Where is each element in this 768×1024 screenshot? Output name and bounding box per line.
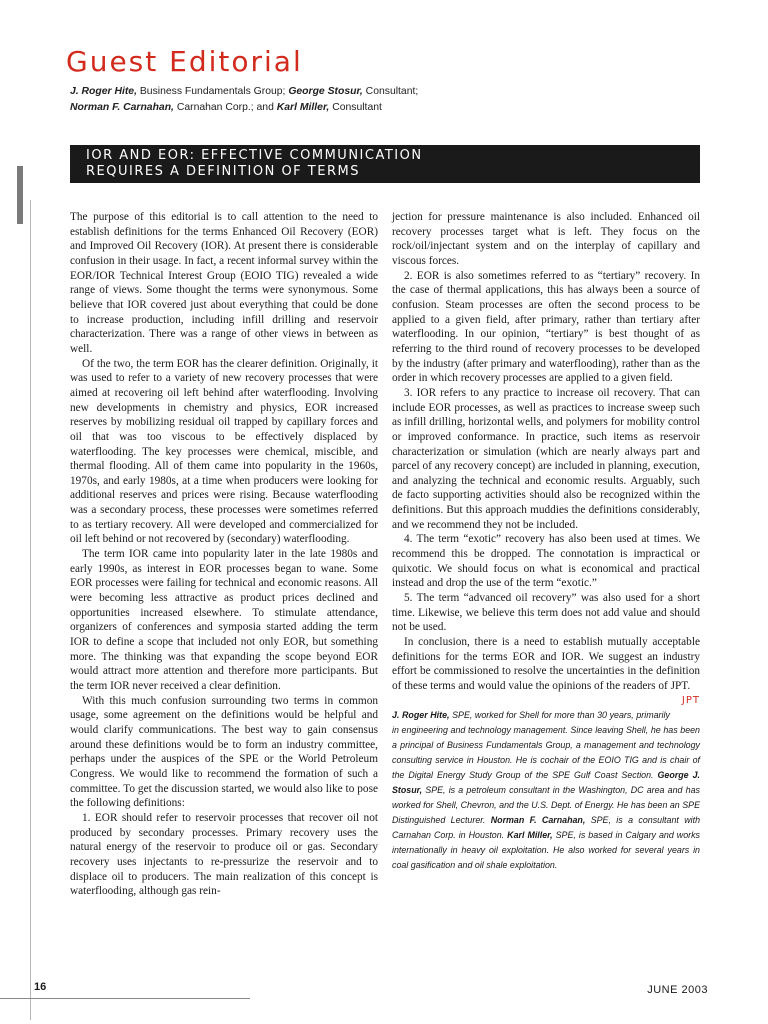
margin-accent-bar <box>17 166 23 224</box>
body-paragraph: 1. EOR should refer to reservoir processes that recover oil not produced by secondary processes. Primary recovery uses the natural energy of the reservoir to produce oil or gas. Secondary recovery uses injectants to re-pressurize the reservoir and to displace oil to producers. The main realization of this concept is waterflooding, although gas rein- <box>70 811 378 898</box>
author-name: Karl Miller, <box>276 102 330 113</box>
body-paragraph: With this much confusion surrounding two terms in common usage, some agreement on the definitions would be helpful and would clarify communications. The best way to gain consensus around these definitions would be to form an industry committee, perhaps under the auspices of the SPE or the World Petroleum Congress. We would like to recommend the formation of such a committee. To get the discussion started, we would also like to pose the following definitions: <box>70 694 378 810</box>
headline-line-1: IOR AND EOR: EFFECTIVE COMMUNICATION <box>86 148 423 163</box>
body-column-right <box>392 210 700 873</box>
bio-author-name: Norman F. Carnahan, <box>490 814 586 825</box>
body-paragraph: Of the two, the term EOR has the clearer definition. Originally, it was used to refer to a variety of new recovery processes that were aimed at recovering oil left behind after waterflooding. Involving new developments in chemistry and physics, EOR increased reserves by mobilizing residual oil trapped by capillary forces and oil that was too viscous to be effectively displaced by waterflooding. The key processes were chemical, miscible, and thermal flooding. All of them came into popularity in the 1960s, 1970s, and early 1980s, at a time when producers were looking for additional reserves and prices were rising. Because waterflooding was a secondary process, these processes were sometimes referred to as tertiary recovery. All were developed and commercialized for oil left behind or not recovered by (secondary) waterflooding. <box>70 357 378 546</box>
byline-line-2 <box>70 100 690 116</box>
body-column-left <box>70 210 378 899</box>
bio-author-name: Karl Miller, <box>507 829 553 840</box>
footer-rule <box>0 998 250 999</box>
margin-rule <box>30 200 31 1020</box>
body-paragraph: The term IOR came into popularity later in the late 1980s and early 1990s, as interest in EOR processes began to wane. Some EOR processes were failing for technical and economic reasons. All were becoming less attractive as product prices declined and opportunities increased elsewhere. To stimulate attendance, organizers of conferences and symposia started adding the term IOR to define a scope that included not only EOR, but something more. The thinking was that expanding the scope beyond EOR would attract more attention and therefore more participants. But the term IOR never received a clear definition. <box>70 548 378 692</box>
author-affiliation: Consultant <box>329 102 382 113</box>
author-name: George Stosur, <box>288 86 363 97</box>
body-paragraph: 4. The term “exotic” recovery has also been used at times. We recommend this be dropped. The connotation is impractical or quixotic. We should focus on what is economical and practical instead and drop the use of the term “exotic.” <box>392 533 700 590</box>
body-paragraph: 3. IOR refers to any practice to increase oil recovery. That can include EOR processes, as well as practices to increase sweep such as infill drilling, horizontal wells, and polymers for mobility control or improved conformance. In practice, such items as reservoir characterization or simulation (which are nearly always part and parcel of any recovery concept) are included in planning, execution, and analyzing the technical and economic results. Arguably, such de facto supporting activities should also be recognized within the definitions. But this approach muddies the definitions considerably, and we recommend they not be included. <box>392 386 700 531</box>
bio-text: SPE, is based in Calgary and works internationally in heavy oil exploitation. He also worked for several years in coal gasification and oil shale exploitation. <box>392 829 700 870</box>
page-number: 16 <box>34 981 47 993</box>
bio-text: SPE, is a consultant with Carnahan Corp. in Houston. <box>392 814 701 840</box>
bio-author-name: J. Roger Hite, <box>392 709 450 720</box>
body-paragraph: 2. EOR is also sometimes referred to as “tertiary” recovery. In the case of thermal applications, this has always been a source of confusion. Steam processes are often the second process to be applied to a given field, after primary, rather than tertiary after waterflooding. In our opinion, “tertiary” is best thought of as referring to the third round of recovery processes to be developed by the industry (after primary and waterflooding), rather than as the order in which recovery processes are applied to a given field. <box>392 269 700 385</box>
jpt-end-mark: JPT <box>681 694 700 706</box>
author-name: Norman F. Carnahan, <box>70 102 174 113</box>
page-title: Guest Editorial <box>66 45 303 78</box>
author-byline <box>70 84 690 116</box>
conclusion-text: In conclusion, there is a need to establish mutually acceptable definitions for the terms EOR and IOR. We suggest an industry effort be commissioned to resolve the uncertainties in the definition of these terms and would value the opinions of the readers of JPT. <box>392 636 700 692</box>
body-paragraph: The purpose of this editorial is to call attention to the need to establish definitions for the terms Enhanced Oil Recovery (EOR) and Improved Oil Recovery (IOR). At present there is considerable confusion in their usage. In fact, a recent informal survey within the EOR/IOR Technical Interest Group (EOIO TIG) revealed a wide range of views. Some thought the terms were synonymous. Some believe that IOR covered just about everything that could be done to increase production, including infill drilling and reservoir characterization. There was a range of other views in between as well. <box>70 211 378 355</box>
author-affiliation: Carnahan Corp.; and <box>173 102 277 113</box>
byline-line-1 <box>70 84 690 100</box>
headline-line-2: REQUIRES A DEFINITION OF TERMS <box>86 164 360 179</box>
article-headline <box>70 145 700 183</box>
body-paragraph: jection for pressure maintenance is also included. Enhanced oil recovery processes target what is left. They focus on the rock/oil/injectant system and on the interplay of capillary and viscous forces. <box>392 211 700 267</box>
issue-date: JUNE 2003 <box>647 984 708 996</box>
body-paragraph: 5. The term “advanced oil recovery” was also used for a short time. Likewise, we believe this term does not add value and should not be used. <box>392 592 700 634</box>
author-name: J. Roger Hite, <box>70 86 137 97</box>
bio-text: SPE, worked for Shell for more than 30 years, primarily in engineering and technology management. Since leaving Shell, he has been a principal of Business Fundamentals Group, a management and technology consulting service in Houston. He is cochair of the EOIO TIG and is chair of the Digital Energy Study Group of the SPE Gulf Coast Section. <box>392 709 700 780</box>
author-affiliation: Consultant; <box>362 86 419 97</box>
body-paragraph <box>392 635 700 706</box>
bio-text: SPE, is a petroleum consultant in the Washington, DC area and has worked for Shell, Chevron, and the U.S. Dept. of Energy. He has been an SPE Distinguished Lecturer. <box>392 784 700 825</box>
author-affiliation: Business Fundamentals Group; <box>136 86 289 97</box>
author-bio <box>392 708 700 873</box>
bio-author-name: George J. Stosur, <box>392 769 700 795</box>
